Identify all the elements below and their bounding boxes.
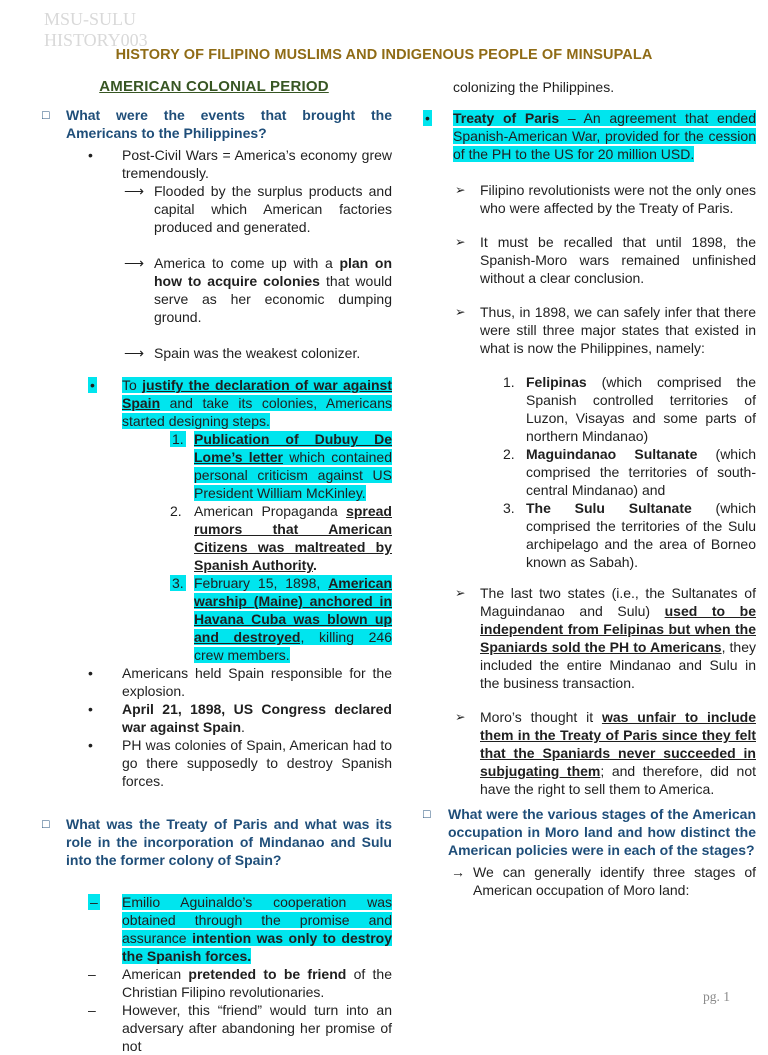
text-segment: of the Christian Filipino revolutionaries. xyxy=(122,966,392,1000)
marker-glyph: ➢ xyxy=(455,183,466,197)
item-text xyxy=(480,708,756,798)
text-segment: However, this “friend” would turn into an adversary after abandoning her promise of not xyxy=(122,1002,392,1054)
marker-glyph: • xyxy=(425,110,430,126)
watermark-line2: HISTORY003 xyxy=(44,30,148,50)
marker-glyph: ➢ xyxy=(455,305,466,319)
list-item xyxy=(36,664,392,700)
marker-glyph: – xyxy=(88,966,96,982)
spacer xyxy=(418,217,756,233)
text-segment: Thus, in 1898, we can safely infer that there were still three major states that existed in what is now the Philippines, namely: xyxy=(480,304,756,356)
text-segment: The last two states (i.e., the Sultanates of Maguindanao and Sulu) xyxy=(480,585,756,619)
list-marker xyxy=(170,430,194,448)
item-text xyxy=(480,303,756,357)
text-segment: Americans held Spain responsible for the explosion. xyxy=(122,665,392,699)
marker-glyph: • xyxy=(88,737,93,753)
question-square-marker xyxy=(423,805,448,823)
list-item xyxy=(36,430,392,502)
list-marker xyxy=(170,574,194,592)
marker-glyph: □ xyxy=(42,108,50,122)
item-text xyxy=(473,863,756,899)
text-segment: Maguindanao Sultanate xyxy=(526,446,698,462)
marker-glyph: • xyxy=(88,701,93,717)
spacer xyxy=(418,287,756,303)
list-marker xyxy=(88,736,122,754)
list-marker xyxy=(124,254,154,272)
text-segment: and take its colonies, Americans started designing steps. xyxy=(122,395,392,429)
list-marker xyxy=(455,708,480,726)
spacer xyxy=(36,326,392,344)
item-text xyxy=(194,502,392,574)
item-text xyxy=(122,736,392,790)
list-item xyxy=(418,445,756,499)
list-marker xyxy=(124,182,154,200)
marker-glyph: ➢ xyxy=(455,586,466,600)
text-segment: was unfair to include them in the Treaty of Paris since they felt that the Spaniards never succeeded in subjugating them xyxy=(480,709,756,779)
list-marker xyxy=(88,1001,122,1019)
item-text xyxy=(122,664,392,700)
text-segment: (which comprised the territories of south-central Mindanao) and xyxy=(526,446,756,498)
spacer xyxy=(418,96,756,109)
text-segment: To xyxy=(122,377,143,393)
list-marker xyxy=(88,893,122,911)
item-text xyxy=(480,584,756,692)
item-text xyxy=(194,430,392,502)
spacer xyxy=(36,873,392,893)
spacer xyxy=(36,362,392,376)
text-segment: – An agreement that ended Spanish-American War, provided for the cession of the PH to the US for 20 million USD. xyxy=(453,110,756,162)
text-segment: Treaty of Paris xyxy=(453,110,560,126)
list-marker xyxy=(451,863,473,881)
text-segment: plan on how to acquire colonies xyxy=(154,255,392,289)
spacer xyxy=(418,163,756,181)
list-item xyxy=(418,303,756,357)
item-text xyxy=(122,146,392,182)
list-marker xyxy=(455,303,480,321)
text-segment: American warship (Maine) anchored in Havana Cuba was blown up and destroyed xyxy=(194,575,392,645)
spacer xyxy=(418,798,756,805)
question-square-marker xyxy=(42,815,66,833)
text-segment: , killing 246 crew members. xyxy=(194,629,392,663)
text-segment: What were the various stages of the American occupation in Moro land and how distinct the American policies were in each of the stages? xyxy=(448,806,756,858)
marker-glyph: • xyxy=(88,147,93,163)
list-marker xyxy=(88,376,122,394)
text-segment: . xyxy=(313,557,317,573)
text-segment: spread rumors that American Citizens was maltreated by Spanish Authority xyxy=(194,503,392,573)
item-text xyxy=(154,344,392,362)
marker-glyph: □ xyxy=(423,807,431,821)
section-heading: AMERICAN COLONIAL PERIOD xyxy=(99,78,329,95)
text-segment: (which comprised the Spanish controlled territories of Luzon, Visayas and some parts of northern Mindanao) xyxy=(526,374,756,444)
list-item xyxy=(36,700,392,736)
question-item xyxy=(36,106,392,142)
list-item xyxy=(418,109,756,163)
list-item xyxy=(36,574,392,664)
item-text xyxy=(122,1001,392,1055)
text-segment: American xyxy=(122,966,189,982)
text-segment: PH was colonies of Spain, American had to go there supposedly to destroy Spanish forces. xyxy=(122,737,392,789)
watermark xyxy=(44,9,148,51)
list-marker xyxy=(88,700,122,718)
spacer xyxy=(418,571,756,584)
text-segment: Moro’s thought it xyxy=(480,709,602,725)
list-item xyxy=(36,1001,392,1055)
left-column xyxy=(36,78,392,1055)
list-marker xyxy=(455,233,480,251)
list-item xyxy=(418,863,756,899)
list-item xyxy=(36,376,392,430)
spacer xyxy=(36,790,392,815)
text-segment: ; and therefore, did not have the right to sell them to America. xyxy=(480,763,756,797)
list-marker xyxy=(503,499,526,517)
text-segment: . xyxy=(241,719,245,735)
list-item xyxy=(418,499,756,571)
text-segment: Filipino revolutionists were not the only ones who were affected by the Treaty of Paris. xyxy=(480,182,756,216)
question-item xyxy=(418,805,756,859)
text-segment: America to come up with a xyxy=(154,255,340,271)
list-marker xyxy=(88,965,122,983)
paragraph xyxy=(418,78,756,96)
text-segment: Publication of Dubuy De Lome’s letter xyxy=(194,431,392,465)
marker-glyph: ⟶ xyxy=(124,255,145,271)
text-segment: , they included the entire Mindanao and Sulu in the business transaction. xyxy=(480,639,757,691)
item-text xyxy=(66,106,392,142)
item-text xyxy=(453,109,756,163)
marker-glyph: 3. xyxy=(503,500,515,516)
item-text xyxy=(526,445,756,499)
marker-glyph: 2. xyxy=(503,446,515,462)
question-square-marker xyxy=(42,106,66,124)
marker-glyph: → xyxy=(451,864,465,880)
item-text xyxy=(154,182,392,236)
list-item xyxy=(36,965,392,1001)
list-marker xyxy=(423,109,453,127)
text-segment: Spain was the weakest colonizer. xyxy=(154,345,361,361)
two-column-layout xyxy=(0,78,768,1055)
right-column xyxy=(418,78,756,1055)
text-segment: Flooded by the surplus products and capital which American factories produced and generated. xyxy=(154,183,392,235)
marker-glyph: • xyxy=(90,377,95,393)
item-text xyxy=(122,893,392,965)
list-item xyxy=(36,254,392,326)
list-item xyxy=(36,893,392,965)
item-text xyxy=(526,373,756,445)
question-item xyxy=(36,815,392,869)
text-segment: justify the declaration of war against Spain xyxy=(122,377,392,411)
marker-glyph: 3. xyxy=(172,575,184,591)
item-text xyxy=(122,700,392,736)
text-segment: The Sulu Sultanate xyxy=(526,500,692,516)
text-segment: February 15, 1898, xyxy=(194,575,329,591)
item-text xyxy=(480,181,756,217)
list-marker xyxy=(88,664,122,682)
marker-glyph: – xyxy=(88,1002,96,1018)
spacer xyxy=(418,692,756,708)
text-segment: We can generally identify three stages of American occupation of Moro land: xyxy=(473,864,756,898)
text-segment: which contained personal criticism against US President William McKinley. xyxy=(194,449,392,501)
text-segment: . xyxy=(247,948,252,964)
marker-glyph: □ xyxy=(42,817,50,831)
item-text xyxy=(122,376,392,430)
list-marker xyxy=(503,445,526,463)
watermark-line1: MSU-SULU xyxy=(44,9,137,29)
marker-glyph: ⟶ xyxy=(124,345,145,361)
text-segment: Felipinas xyxy=(526,374,587,390)
item-text xyxy=(154,254,392,326)
text-segment: intention was only to destroy the Spanish forces xyxy=(122,930,393,964)
marker-glyph: 1. xyxy=(172,431,184,447)
text-segment: It must be recalled that until 1898, the Spanish-Moro wars remained unfinished without a clear conclusion. xyxy=(480,234,756,286)
marker-glyph: – xyxy=(90,894,98,910)
marker-glyph: 1. xyxy=(503,374,515,390)
list-item xyxy=(418,708,756,798)
list-item xyxy=(36,182,392,236)
item-text xyxy=(448,805,756,859)
text-segment: colonizing the Philippines. xyxy=(453,79,615,95)
list-item xyxy=(418,233,756,287)
list-marker xyxy=(170,502,194,520)
list-item xyxy=(36,344,392,362)
text-segment: (which comprised the territories of the Sulu archipelago and the area of Borneo known as Sabah). xyxy=(526,500,756,570)
document-title: HISTORY OF FILIPINO MUSLIMS AND INDIGENOUS PEOPLE OF MINSUPALA xyxy=(115,47,653,63)
marker-glyph: ➢ xyxy=(455,710,466,724)
list-item xyxy=(36,502,392,574)
item-text xyxy=(122,965,392,1001)
marker-glyph: • xyxy=(88,665,93,681)
text-segment: What were the events that brought the Americans to the Philippines? xyxy=(66,107,392,141)
text-segment: Post-Civil Wars = America’s economy grew tremendously. xyxy=(122,147,392,181)
marker-glyph: ➢ xyxy=(455,235,466,249)
page-number: pg. 1 xyxy=(703,989,730,1004)
item-text xyxy=(194,574,392,664)
text-segment: April 21, 1898, US Congress declared war against Spain xyxy=(122,701,392,735)
item-text xyxy=(526,499,756,571)
marker-glyph: 2. xyxy=(170,503,182,519)
item-text xyxy=(66,815,392,869)
list-item xyxy=(418,373,756,445)
spacer xyxy=(36,236,392,254)
text-segment: that would serve as her economic dumping ground. xyxy=(154,273,393,325)
list-marker xyxy=(88,146,122,164)
list-item xyxy=(418,584,756,692)
list-item xyxy=(36,146,392,182)
text-segment: American Propaganda xyxy=(194,503,347,519)
text-segment: Emilio Aguinaldo’s cooperation was obtained through the promise and assurance xyxy=(122,894,392,946)
list-item xyxy=(36,736,392,790)
text-segment: What was the Treaty of Paris and what was its role in the incorporation of Mindanao and Sulu into the former colony of Spain? xyxy=(66,816,392,868)
list-marker xyxy=(455,584,480,602)
list-marker xyxy=(455,181,480,199)
list-marker xyxy=(503,373,526,391)
text-segment: pretended to be friend xyxy=(188,966,347,982)
item-text xyxy=(480,233,756,287)
list-marker xyxy=(124,344,154,362)
text-segment: used to be independent from Felipinas but when the Spaniards sold the PH to Americans xyxy=(480,603,757,655)
marker-glyph: ⟶ xyxy=(124,183,145,199)
spacer xyxy=(418,357,756,373)
list-item xyxy=(418,181,756,217)
